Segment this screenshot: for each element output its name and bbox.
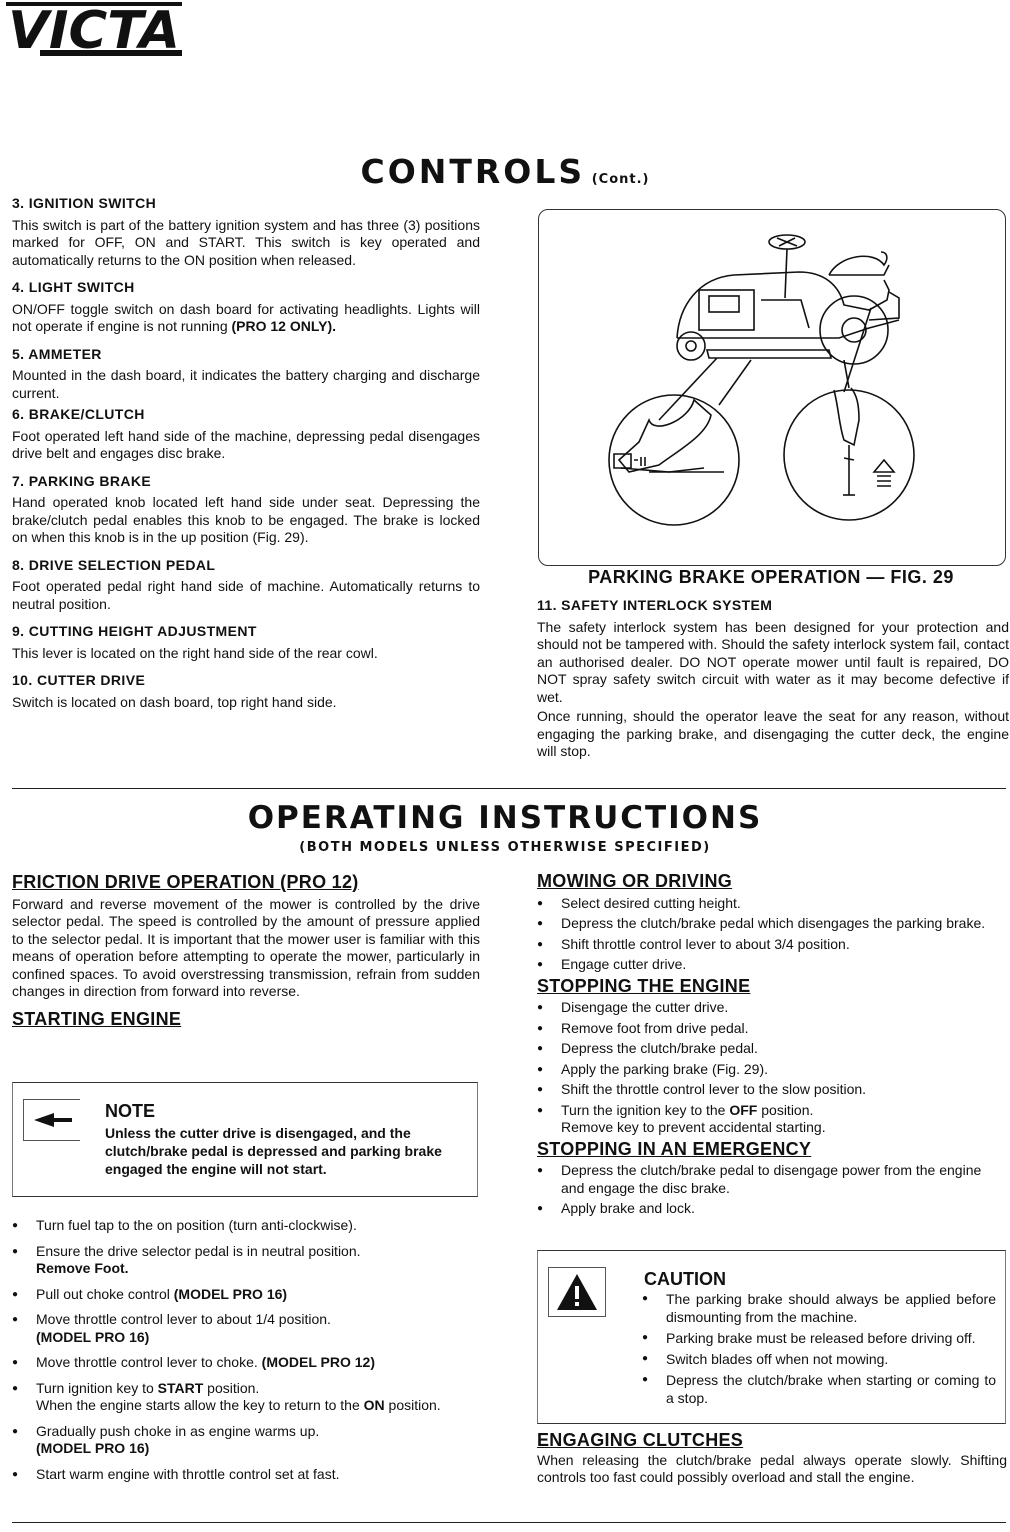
section-text: Foot operated left hand side of the machine, depressing pedal disengages drive belt and engages disc brake.	[12, 427, 480, 461]
controls-left-column	[12, 195, 480, 721]
list-item	[12, 1311, 480, 1346]
caution-list	[642, 1290, 996, 1410]
list-item: ● Remove foot from drive pedal.	[537, 1020, 1007, 1038]
step-text: position.	[761, 1101, 814, 1118]
step-text: position.	[388, 1397, 441, 1413]
section-text: This lever is located on the right hand side of the rear cowl.	[12, 644, 378, 661]
starting-heading: STARTING ENGINE	[12, 1008, 182, 1029]
list-item: ● Disengage the cutter drive.	[537, 999, 1007, 1017]
step-bold: Remove Foot.	[36, 1260, 129, 1276]
caution-icon-frame	[548, 1267, 606, 1317]
section-heading: 7. PARKING BRAKE	[12, 472, 152, 489]
light-switch-model: (PRO 12 ONLY).	[231, 318, 337, 334]
caution-title: CAUTION	[644, 1269, 726, 1289]
step-text: Turn fuel tap to the on position (turn anti-clockwise).	[36, 1217, 357, 1233]
clutch-section	[537, 1432, 1007, 1487]
operating-subtitle: (BOTH MODELS UNLESS OTHERWISE SPECIFIED)	[299, 840, 711, 855]
list-item: ● Shift the throttle control lever to the slow position.	[537, 1081, 1007, 1099]
section-heading: 8. DRIVE SELECTION PEDAL	[12, 556, 216, 573]
mowing-heading: MOWING OR DRIVING	[537, 871, 733, 891]
section-text: The safety interlock system has been designed for your protection and should not be tampered with. Should the safety interlock system fail, contact an authorised dealer. DO NOT operate mower until fault is repaired, DO NOT spray safety switch circuit with water as it may become defective if wet.	[537, 618, 1009, 705]
list-item	[12, 1466, 480, 1484]
controls-title	[0, 152, 1010, 191]
clutch-text: When releasing the clutch/brake pedal always operate slowly. Shifting controls too fast could possibly overload and stall the engine.	[537, 1451, 1007, 1485]
clutch-heading: ENGAGING CLUTCHES	[537, 1430, 744, 1450]
friction-text: Forward and reverse movement of the mower is controlled by the drive selector pedal. The speed is controlled by the amount of pressure applied to the selector pedal. It is important that the mower user is familiar with this means of operation before attempting to operate the mower, particularly in confined spaces. To avoid overstressing transmission, refrain from sudden changes in direction from forward into reverse.	[12, 895, 480, 999]
section-text	[12, 301, 480, 336]
controls-title-suffix: (Cont.)	[591, 172, 650, 187]
step-text: Turn ignition key to	[36, 1379, 154, 1396]
list-item: ● The parking brake should always be applied before dismounting from the machine.	[642, 1290, 996, 1326]
section-text: Once running, should the operator leave the seat for any reason, without engaging the parking brake, and disengaging the cutter deck, the engine will stop.	[537, 708, 1009, 759]
section-heading: 6. BRAKE/CLUTCH	[12, 406, 145, 422]
list-item	[12, 1380, 480, 1415]
starting-steps	[12, 1217, 480, 1491]
list-item: ● Depress the clutch/brake pedal which disengages the parking brake.	[537, 915, 1007, 933]
step-bold: (MODEL PRO 16)	[173, 1285, 288, 1302]
section-heading: 9. CUTTING HEIGHT ADJUSTMENT	[12, 623, 257, 639]
stopping-list	[537, 999, 1007, 1137]
section-heading: 4. LIGHT SWITCH	[12, 279, 135, 295]
list-item	[12, 1354, 480, 1372]
stopping-heading: STOPPING THE ENGINE	[537, 975, 751, 996]
list-item	[12, 1423, 480, 1458]
note-title: NOTE	[105, 1101, 156, 1121]
list-item: ● Apply brake and lock.	[537, 1200, 1007, 1218]
light-switch-text: ON/OFF toggle switch on dash board for activating headlights. Lights will not operate if engine is not running	[12, 300, 480, 334]
operating-right-column	[537, 873, 1007, 1221]
figure-caption: PARKING BRAKE OPERATION — FIG. 29	[588, 567, 954, 587]
step-text: Start warm engine with throttle control set at fast.	[36, 1465, 340, 1482]
friction-heading: FRICTION DRIVE OPERATION (PRO 12)	[12, 872, 359, 892]
step-text: Gradually push choke in as engine warms up.	[36, 1422, 320, 1439]
mowing-list	[537, 895, 1007, 974]
step-bold: START	[157, 1379, 204, 1396]
victa-logo	[6, 2, 182, 58]
step-bold: ON	[363, 1397, 385, 1413]
parking-brake-figure	[538, 209, 1006, 566]
step-text: Pull out choke control	[36, 1285, 170, 1302]
step-bold: (MODEL PRO 16)	[36, 1328, 150, 1345]
operating-left-column	[12, 874, 480, 1032]
note-text: Unless the cutter drive is disengaged, and the clutch/brake pedal is depressed and parking brake engaged the engine will not start.	[105, 1125, 442, 1177]
list-item	[12, 1286, 480, 1304]
note-box	[12, 1082, 478, 1197]
arrow-icon	[24, 1100, 80, 1140]
logo-text: VICTA	[8, 2, 180, 58]
section-text: Hand operated knob located left hand side under seat. Depressing the brake/clutch pedal enables this knob to be engaged. The brake is locked on when this knob is in the up position (Fig. 29).	[12, 494, 480, 545]
step-text: Move throttle control lever to choke.	[36, 1354, 258, 1370]
divider	[12, 788, 1006, 789]
list-item: ● Parking brake must be released before driving off.	[642, 1329, 996, 1347]
list-item: ● Engage cutter drive.	[537, 956, 1007, 974]
mower-illustration	[539, 210, 1005, 565]
emergency-list	[537, 1162, 1007, 1218]
note-arrow-frame	[23, 1099, 80, 1141]
list-item: ● Depress the clutch/brake when starting or coming to a stop.	[642, 1371, 996, 1407]
caution-box	[537, 1250, 1006, 1424]
step-text: When the engine starts allow the key to return to the	[36, 1397, 360, 1413]
step-bold: OFF	[729, 1101, 758, 1118]
step-text: Ensure the drive selector pedal is in neutral position.	[36, 1242, 361, 1259]
step-text: Move throttle control lever to about 1/4 position.	[36, 1311, 331, 1327]
logo-graphic	[6, 2, 182, 58]
section-heading: 5. AMMETER	[12, 345, 102, 362]
controls-title-text: CONTROLS	[360, 152, 586, 191]
section-heading: 11. SAFETY INTERLOCK SYSTEM	[537, 597, 773, 613]
step-text: Remove key to prevent accidental starting.	[561, 1119, 826, 1135]
section-text: This switch is part of the battery ignition system and has three (3) positions marked for OFF, ON and START. This switch is key operated and automatically returns to the ON position when released.	[12, 216, 480, 268]
controls-right-column	[537, 597, 1009, 761]
emergency-heading: STOPPING IN AN EMERGENCY	[537, 1138, 812, 1159]
section-heading: 10. CUTTER DRIVE	[12, 672, 146, 688]
list-item: ● Apply the parking brake (Fig. 29).	[537, 1061, 1007, 1079]
step-bold: (MODEL PRO 16)	[36, 1440, 150, 1456]
list-item	[537, 1102, 1007, 1137]
list-item: ● Switch blades off when not mowing.	[642, 1350, 996, 1368]
list-item: ● Shift throttle control lever to about 3/4 position.	[537, 936, 1007, 954]
section-heading: 3. IGNITION SWITCH	[12, 195, 157, 211]
step-text: Turn the ignition key to the	[561, 1101, 726, 1118]
section-text: Mounted in the dash board, it indicates the battery charging and discharge current.	[12, 367, 480, 401]
list-item	[12, 1243, 480, 1278]
warning-icon	[549, 1268, 605, 1316]
step-bold: (MODEL PRO 12)	[261, 1354, 375, 1370]
step-text: position.	[207, 1379, 260, 1396]
bottom-divider	[12, 1522, 1006, 1523]
list-item: ● Select desired cutting height.	[537, 895, 1007, 913]
section-text: Foot operated pedal right hand side of machine. Automatically returns to neutral position.	[12, 578, 480, 612]
list-item: ● Depress the clutch/brake pedal to disengage power from the engine and engage the disc brake.	[537, 1162, 1007, 1197]
list-item	[12, 1217, 480, 1235]
operating-title: OPERATING INSTRUCTIONS	[247, 800, 763, 836]
section-text: Switch is located on dash board, top right hand side.	[12, 693, 337, 710]
list-item: ● Depress the clutch/brake pedal.	[537, 1040, 1007, 1058]
